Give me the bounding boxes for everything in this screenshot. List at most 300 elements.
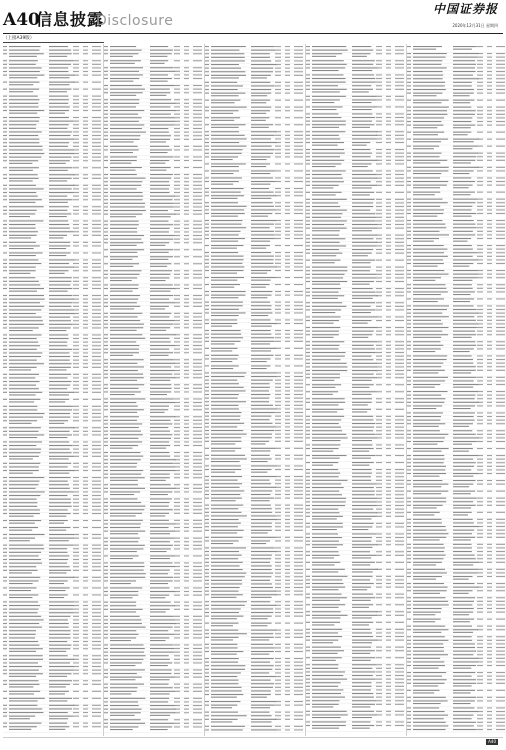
illegible-cell-line	[3, 392, 7, 393]
illegible-cell-line	[110, 527, 140, 528]
illegible-cell-line	[211, 500, 236, 501]
illegible-cell-line	[3, 563, 7, 564]
illegible-cell-line	[352, 206, 373, 207]
illegible-cell-line	[184, 452, 189, 453]
illegible-cell-line	[49, 220, 68, 221]
illegible-cell-line	[104, 370, 108, 371]
illegible-cell-line	[386, 352, 391, 353]
illegible-cell-line	[174, 463, 180, 464]
illegible-cell-line	[294, 82, 303, 83]
illegible-cell-line	[376, 149, 382, 150]
illegible-cell-line	[184, 527, 189, 528]
illegible-cell-line	[193, 196, 202, 197]
illegible-cell-line	[184, 295, 189, 296]
illegible-cell-line	[150, 712, 175, 713]
illegible-cell-line	[352, 455, 376, 456]
illegible-cell-line	[251, 426, 276, 427]
illegible-cell-line	[174, 239, 180, 240]
illegible-cell-line	[174, 181, 180, 182]
illegible-cell-line	[294, 50, 303, 51]
illegible-cell-line	[352, 202, 373, 203]
illegible-cell-line	[386, 64, 391, 65]
illegible-cell-line	[174, 506, 180, 507]
illegible-cell-line	[193, 669, 202, 670]
illegible-cell-line	[49, 160, 70, 161]
table-row-placeholder	[306, 121, 405, 124]
illegible-cell-line	[211, 601, 247, 602]
illegible-cell-line	[150, 630, 168, 631]
illegible-cell-line	[251, 138, 271, 139]
illegible-cell-line	[83, 324, 88, 325]
illegible-cell-line	[150, 308, 165, 309]
illegible-cell-line	[184, 53, 189, 54]
illegible-cell-line	[83, 619, 88, 620]
illegible-cell-line	[294, 437, 303, 438]
illegible-cell-line	[83, 630, 88, 631]
illegible-cell-line	[184, 231, 189, 232]
illegible-cell-line	[211, 238, 245, 239]
illegible-cell-line	[251, 408, 276, 409]
illegible-cell-line	[49, 645, 71, 646]
illegible-cell-line	[275, 192, 281, 193]
illegible-cell-line	[104, 723, 108, 724]
table-row-placeholder	[306, 501, 405, 504]
illegible-cell-line	[193, 602, 202, 603]
illegible-cell-line	[150, 520, 169, 521]
illegible-cell-line	[174, 701, 180, 702]
illegible-cell-line	[150, 274, 170, 275]
illegible-cell-line	[312, 138, 340, 139]
illegible-cell-line	[150, 181, 169, 182]
table-row-placeholder	[3, 545, 102, 548]
illegible-cell-line	[174, 124, 180, 125]
illegible-cell-line	[275, 658, 281, 659]
illegible-cell-line	[312, 533, 338, 534]
illegible-cell-line	[211, 633, 247, 634]
illegible-cell-line	[352, 323, 368, 324]
illegible-cell-line	[306, 501, 310, 502]
illegible-cell-line	[49, 708, 72, 709]
table-row-placeholder	[3, 188, 102, 191]
illegible-cell-line	[110, 466, 137, 467]
illegible-cell-line	[49, 342, 67, 343]
illegible-cell-line	[104, 288, 108, 289]
illegible-cell-line	[395, 434, 404, 435]
illegible-cell-line	[49, 369, 67, 370]
illegible-cell-line	[9, 324, 44, 325]
illegible-cell-line	[150, 515, 165, 516]
illegible-cell-line	[150, 701, 168, 702]
illegible-cell-line	[395, 149, 404, 150]
illegible-cell-line	[104, 231, 108, 232]
illegible-cell-line	[104, 160, 108, 161]
illegible-cell-line	[251, 412, 275, 413]
table-row-placeholder	[205, 358, 304, 364]
illegible-cell-line	[92, 441, 101, 442]
illegible-cell-line	[3, 434, 7, 435]
illegible-cell-line	[193, 502, 202, 503]
table-row-placeholder	[205, 93, 304, 99]
table-row-placeholder	[3, 605, 102, 608]
illegible-cell-line	[395, 427, 404, 428]
illegible-cell-line	[174, 341, 180, 342]
illegible-cell-line	[174, 306, 180, 307]
illegible-cell-line	[312, 576, 347, 577]
illegible-cell-line	[251, 419, 270, 420]
illegible-cell-line	[376, 494, 382, 495]
illegible-cell-line	[83, 263, 88, 264]
illegible-cell-line	[73, 284, 79, 285]
illegible-cell-line	[174, 288, 180, 289]
table-row-placeholder	[104, 709, 203, 712]
illegible-cell-line	[104, 609, 108, 610]
illegible-cell-line	[312, 153, 345, 154]
illegible-cell-line	[104, 149, 108, 150]
illegible-cell-line	[211, 551, 239, 552]
illegible-cell-line	[312, 50, 348, 51]
illegible-cell-line	[211, 605, 245, 606]
illegible-cell-line	[386, 178, 391, 179]
illegible-cell-line	[275, 163, 281, 164]
illegible-cell-line	[306, 398, 310, 399]
illegible-cell-line	[184, 566, 189, 567]
illegible-cell-line	[150, 277, 169, 278]
illegible-cell-line	[386, 163, 391, 164]
table-row-placeholder	[205, 398, 304, 401]
illegible-cell-line	[174, 210, 180, 211]
illegible-cell-line	[294, 719, 303, 720]
illegible-cell-line	[352, 238, 373, 239]
illegible-cell-line	[312, 185, 339, 186]
illegible-cell-line	[376, 277, 382, 278]
illegible-cell-line	[92, 726, 101, 727]
illegible-cell-line	[395, 121, 404, 122]
illegible-cell-line	[92, 716, 101, 717]
illegible-cell-line	[395, 131, 404, 132]
illegible-cell-line	[3, 506, 7, 507]
issue-date: 2020年12月31日 星期四	[452, 23, 498, 28]
illegible-cell-line	[9, 128, 36, 129]
illegible-cell-line	[73, 691, 79, 692]
illegible-cell-line	[294, 505, 303, 506]
table-row-placeholder	[3, 509, 102, 512]
illegible-cell-line	[3, 673, 7, 674]
table-row-placeholder	[306, 174, 405, 177]
illegible-cell-line	[294, 358, 303, 359]
illegible-cell-line	[294, 651, 303, 652]
illegible-cell-line	[193, 203, 202, 204]
illegible-cell-line	[386, 455, 391, 456]
illegible-cell-line	[251, 312, 272, 313]
table-row-placeholder	[3, 324, 102, 327]
illegible-cell-line	[110, 288, 138, 289]
illegible-cell-line	[9, 252, 43, 253]
illegible-cell-line	[193, 509, 202, 510]
illegible-cell-line	[205, 341, 209, 342]
illegible-cell-line	[275, 209, 281, 210]
illegible-cell-line	[352, 523, 374, 524]
illegible-cell-line	[104, 541, 108, 542]
illegible-cell-line	[251, 343, 270, 344]
illegible-cell-line	[83, 673, 88, 674]
illegible-cell-line	[275, 672, 281, 673]
illegible-cell-line	[193, 299, 202, 300]
illegible-cell-line	[150, 616, 174, 617]
illegible-cell-line	[83, 616, 88, 617]
illegible-cell-line	[251, 512, 272, 513]
illegible-cell-line	[193, 477, 202, 478]
table-row-placeholder	[3, 46, 102, 49]
illegible-cell-line	[104, 619, 108, 620]
table-row-placeholder	[3, 196, 102, 199]
illegible-cell-line	[150, 506, 169, 507]
illegible-cell-line	[285, 334, 290, 335]
illegible-cell-line	[110, 334, 142, 335]
illegible-cell-line	[312, 547, 337, 548]
illegible-cell-line	[251, 142, 277, 143]
illegible-cell-line	[352, 117, 375, 118]
illegible-cell-line	[275, 526, 281, 527]
illegible-cell-line	[49, 103, 68, 104]
illegible-cell-line	[376, 85, 382, 86]
illegible-cell-line	[49, 458, 69, 459]
table-row-placeholder	[205, 601, 304, 604]
table-row-placeholder	[3, 399, 102, 405]
illegible-cell-line	[9, 56, 37, 57]
illegible-cell-line	[184, 85, 189, 86]
illegible-cell-line	[104, 210, 108, 211]
illegible-cell-line	[150, 691, 175, 692]
table-row-placeholder	[205, 380, 304, 383]
illegible-cell-line	[294, 266, 303, 267]
illegible-cell-line	[184, 619, 189, 620]
illegible-cell-line	[205, 498, 209, 499]
illegible-cell-line	[174, 577, 180, 578]
illegible-cell-line	[49, 651, 66, 652]
illegible-cell-line	[312, 56, 336, 57]
illegible-cell-line	[251, 490, 272, 491]
table-row-placeholder	[104, 406, 203, 409]
illegible-cell-line	[306, 163, 310, 164]
illegible-cell-line	[9, 224, 36, 225]
illegible-cell-line	[73, 299, 79, 300]
illegible-cell-line	[104, 377, 108, 378]
table-row-placeholder	[104, 609, 203, 615]
illegible-cell-line	[73, 388, 79, 389]
illegible-cell-line	[174, 50, 180, 51]
illegible-cell-line	[251, 224, 274, 225]
illegible-cell-line	[184, 149, 189, 150]
illegible-cell-line	[9, 527, 38, 528]
illegible-cell-line	[352, 96, 376, 97]
illegible-cell-line	[285, 263, 290, 264]
illegible-cell-line	[376, 455, 382, 456]
illegible-cell-line	[312, 469, 338, 470]
illegible-cell-line	[294, 153, 303, 154]
illegible-cell-line	[92, 110, 101, 111]
illegible-cell-line	[104, 652, 108, 653]
illegible-cell-line	[110, 602, 136, 603]
illegible-cell-line	[83, 513, 88, 514]
illegible-cell-line	[150, 124, 174, 125]
illegible-cell-line	[395, 348, 404, 349]
illegible-cell-line	[294, 124, 303, 125]
illegible-cell-line	[92, 174, 101, 175]
illegible-cell-line	[184, 324, 189, 325]
illegible-cell-line	[205, 270, 209, 271]
illegible-cell-line	[110, 459, 141, 460]
illegible-cell-line	[285, 540, 290, 541]
table-row-placeholder	[3, 288, 102, 294]
illegible-cell-line	[49, 377, 67, 378]
illegible-cell-line	[275, 85, 281, 86]
table-row-placeholder	[104, 523, 203, 526]
illegible-cell-line	[294, 523, 303, 524]
illegible-cell-line	[104, 577, 108, 578]
table-row-placeholder	[205, 177, 304, 180]
illegible-cell-line	[92, 463, 101, 464]
illegible-cell-line	[205, 256, 209, 257]
illegible-cell-line	[3, 662, 7, 663]
illegible-cell-line	[184, 210, 189, 211]
illegible-cell-line	[205, 117, 209, 118]
illegible-cell-line	[294, 705, 303, 706]
illegible-cell-line	[211, 543, 233, 544]
illegible-cell-line	[9, 131, 42, 132]
illegible-cell-line	[211, 376, 244, 377]
illegible-cell-line	[83, 527, 88, 528]
illegible-cell-line	[73, 149, 79, 150]
illegible-cell-line	[9, 718, 30, 719]
illegible-cell-line	[275, 458, 281, 459]
illegible-cell-line	[83, 506, 88, 507]
illegible-cell-line	[9, 530, 32, 531]
illegible-cell-line	[9, 630, 36, 631]
illegible-cell-line	[376, 374, 382, 375]
illegible-cell-line	[205, 530, 209, 531]
illegible-cell-line	[174, 334, 180, 335]
illegible-cell-line	[205, 490, 209, 491]
illegible-cell-line	[83, 117, 88, 118]
table-row-placeholder	[104, 388, 203, 391]
illegible-cell-line	[395, 277, 404, 278]
illegible-cell-line	[49, 288, 72, 289]
illegible-cell-line	[49, 281, 71, 282]
illegible-cell-line	[285, 430, 290, 431]
illegible-cell-line	[150, 591, 175, 592]
illegible-cell-line	[110, 299, 138, 300]
illegible-cell-line	[110, 488, 145, 489]
illegible-cell-line	[285, 465, 290, 466]
table-row-placeholder	[104, 178, 203, 181]
illegible-cell-line	[9, 726, 37, 727]
illegible-cell-line	[83, 545, 88, 546]
illegible-cell-line	[275, 252, 281, 253]
illegible-cell-line	[251, 651, 274, 652]
illegible-cell-line	[184, 669, 189, 670]
illegible-cell-line	[104, 491, 108, 492]
illegible-cell-line	[205, 50, 209, 51]
illegible-cell-line	[386, 174, 391, 175]
illegible-cell-line	[376, 437, 382, 438]
illegible-cell-line	[73, 60, 79, 61]
illegible-cell-line	[376, 576, 382, 577]
illegible-cell-line	[150, 684, 169, 685]
illegible-cell-line	[104, 178, 108, 179]
illegible-cell-line	[395, 473, 404, 474]
illegible-cell-line	[9, 538, 35, 539]
illegible-cell-line	[184, 723, 189, 724]
illegible-cell-line	[395, 569, 404, 570]
table-row-placeholder	[205, 705, 304, 711]
illegible-cell-line	[3, 399, 7, 400]
table-row-placeholder	[306, 352, 405, 355]
illegible-cell-line	[110, 388, 139, 389]
illegible-cell-line	[193, 637, 202, 638]
illegible-cell-line	[174, 274, 180, 275]
illegible-cell-line	[104, 420, 108, 421]
illegible-cell-line	[312, 419, 341, 420]
illegible-cell-line	[376, 331, 382, 332]
illegible-cell-line	[352, 181, 371, 182]
table-row-placeholder	[306, 202, 405, 205]
illegible-cell-line	[352, 102, 371, 103]
illegible-cell-line	[285, 601, 290, 602]
illegible-cell-line	[92, 594, 101, 595]
illegible-cell-line	[92, 616, 101, 617]
table-row-placeholder	[205, 583, 304, 586]
illegible-cell-line	[205, 551, 209, 552]
table-row-placeholder	[306, 509, 405, 512]
illegible-cell-line	[174, 545, 180, 546]
illegible-cell-line	[9, 242, 36, 243]
table-row-placeholder	[3, 491, 102, 494]
illegible-cell-line	[285, 405, 290, 406]
illegible-cell-line	[174, 420, 180, 421]
illegible-cell-line	[211, 302, 243, 303]
illegible-cell-line	[193, 199, 202, 200]
illegible-cell-line	[9, 338, 37, 339]
illegible-cell-line	[110, 249, 144, 250]
illegible-cell-line	[73, 259, 79, 260]
illegible-cell-line	[205, 658, 209, 659]
illegible-cell-line	[386, 249, 391, 250]
illegible-cell-line	[49, 295, 72, 296]
illegible-cell-line	[184, 338, 189, 339]
table-row-placeholder	[3, 213, 102, 219]
illegible-cell-line	[92, 506, 101, 507]
table-row-placeholder	[205, 68, 304, 71]
illegible-cell-line	[306, 352, 310, 353]
table-row-placeholder	[306, 185, 405, 191]
illegible-cell-line	[110, 221, 139, 222]
table-row-placeholder	[205, 107, 304, 110]
illegible-cell-line	[9, 659, 43, 660]
illegible-cell-line	[3, 242, 7, 243]
table-row-placeholder	[104, 701, 203, 704]
illegible-cell-line	[110, 160, 137, 161]
illegible-cell-line	[211, 505, 243, 506]
illegible-cell-line	[376, 398, 382, 399]
illegible-cell-line	[92, 609, 101, 610]
illegible-cell-line	[211, 458, 247, 459]
illegible-cell-line	[395, 124, 404, 125]
illegible-cell-line	[83, 228, 88, 229]
illegible-cell-line	[184, 573, 189, 574]
illegible-cell-line	[184, 67, 189, 68]
illegible-cell-line	[104, 196, 108, 197]
illegible-cell-line	[73, 327, 79, 328]
